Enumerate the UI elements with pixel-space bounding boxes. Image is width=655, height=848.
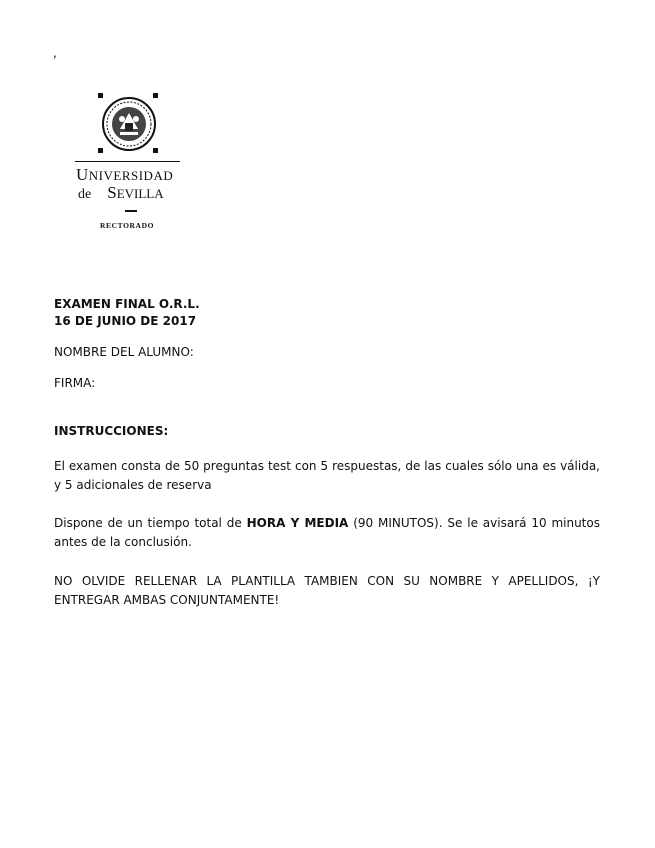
signature-label: FIRMA:	[54, 376, 96, 390]
instructions-heading: INSTRUCCIONES:	[54, 424, 169, 438]
instruction-paragraph-2: Dispone de un tiempo total de HORA Y MEDIA (90 MINUTOS). Se le avisará 10 minutos antes de la conclusión.	[54, 516, 600, 549]
duration-emphasis: HORA Y MEDIA	[246, 516, 349, 530]
department-label: RECTORADO	[100, 221, 155, 230]
instruction-paragraph-3: NO OLVIDE RELLENAR LA PLANTILLA TAMBIEN CON SU NOMBRE Y APELLIDOS, ¡Y ENTREGAR AMBAS CONJUNTAMENTE!	[54, 574, 600, 607]
university-city: de SEVILLA	[78, 183, 164, 202]
exam-title: EXAMEN FINAL O.R.L.	[54, 297, 200, 311]
instruction-paragraph-1: El examen consta de 50 preguntas test con 5 respuestas, de las cuales sólo una es válida, y 5 adicionales de reserva	[54, 459, 600, 492]
stray-mark: ,	[53, 46, 57, 60]
exam-date: 16 DE JUNIO DE 2017	[54, 314, 197, 328]
student-name-label: NOMBRE DEL ALUMNO:	[54, 345, 194, 359]
logo-dash	[125, 210, 137, 212]
logo-rule	[75, 161, 180, 162]
university-seal-icon	[98, 93, 160, 155]
university-logo	[70, 90, 190, 240]
university-name: UNIVERSIDAD	[76, 165, 174, 184]
